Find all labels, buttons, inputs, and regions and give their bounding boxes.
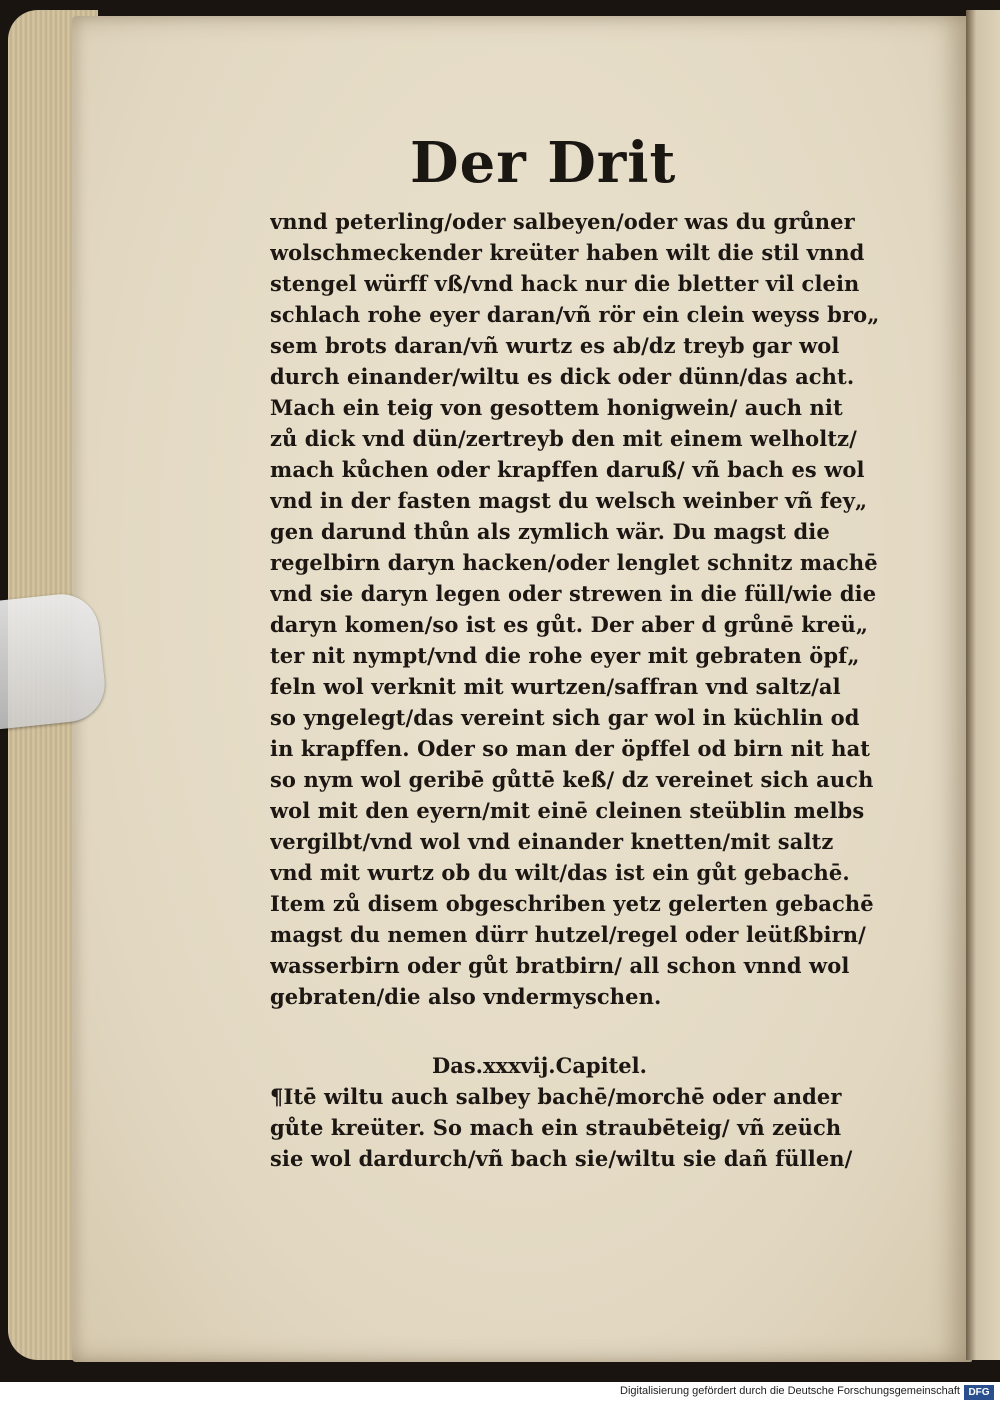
page-clip: [0, 590, 108, 729]
facing-page-edge: [966, 10, 1000, 1360]
text-line: ¶Itē wiltu auch salbey bachē/morchē oder ander: [270, 1084, 842, 1109]
text-line: in krapffen. Oder so man der öpffel od birn nit hat: [270, 736, 871, 761]
text-line: vnd mit wurtz ob du wilt/das ist ein gůt gebachē.: [270, 860, 850, 885]
text-line: gůte kreüter. So mach ein straubēteig/ vñ zeüch: [270, 1115, 842, 1140]
text-line: gen darund thůn als zymlich wär. Du magst die: [270, 519, 830, 544]
text-line: feln wol verknit mit wurtzen/saffran vnd saltz/al: [270, 674, 841, 699]
digitization-credit: Digitalisierung gefördert durch die Deutsche Forschungsgemeinschaft: [620, 1385, 960, 1397]
chapter-heading: Das.xxxvij.Capitel.: [432, 1053, 647, 1078]
text-line: ter nit nympt/vnd die rohe eyer mit gebraten öpf„: [270, 643, 860, 668]
text-line: so yngelegt/das vereint sich gar wol in küchlin od: [270, 705, 860, 730]
chapter-text: [270, 1050, 910, 1174]
text-line: vnd sie daryn legen oder strewen in die füll/wie die: [270, 581, 877, 606]
text-line: daryn komen/so ist es gůt. Der aber d grůnē kreü„: [270, 612, 869, 637]
text-line: Item zů disem obgeschriben yetz gelerten gebachē: [270, 891, 874, 916]
text-line: so nym wol geribē gůttē keß/ dz vereinet sich auch: [270, 767, 874, 792]
text-line: sem brots daran/vñ wurtz es ab/dz treyb gar wol: [270, 333, 840, 358]
text-line: regelbirn daryn hacken/oder lenglet schnitz machē: [270, 550, 878, 575]
text-line: vergilbt/vnd wol vnd einander knetten/mit saltz: [270, 829, 834, 854]
text-line: wolschmeckender kreüter haben wilt die stil vnnd: [270, 240, 865, 265]
text-line: wol mit den eyern/mit einē cleinen steüblin melbs: [270, 798, 865, 823]
dfg-logo: DFG: [964, 1385, 994, 1400]
text-line: vnnd peterling/oder salbeyen/oder was du grůner: [270, 209, 855, 234]
text-line: wasserbirn oder gůt bratbirn/ all schon vnnd wol: [270, 953, 850, 978]
text-line: Mach ein teig von gesottem honigwein/ auch nit: [270, 395, 843, 420]
body-text: [270, 206, 910, 1012]
text-line: zů dick vnd dün/zertreyb den mit einem welholtz/: [270, 426, 857, 451]
text-line: vnd in der fasten magst du welsch weinber vñ fey„: [270, 488, 868, 513]
text-line: schlach rohe eyer daran/vñ rör ein clein weyss bro„: [270, 302, 880, 327]
text-line: gebraten/die also vndermyschen.: [270, 984, 662, 1009]
text-line: mach kůchen oder krapffen daruß/ vñ bach es wol: [270, 457, 865, 482]
text-line: sie wol dardurch/vñ bach sie/wiltu sie dañ füllen/: [270, 1146, 853, 1171]
running-title: Der Drit: [410, 130, 677, 196]
text-line: stengel würff vß/vnd hack nur die bletter vil clein: [270, 271, 860, 296]
text-line: durch einander/wiltu es dick oder dünn/das acht.: [270, 364, 855, 389]
text-line: magst du nemen dürr hutzel/regel oder leütßbirn/: [270, 922, 866, 947]
